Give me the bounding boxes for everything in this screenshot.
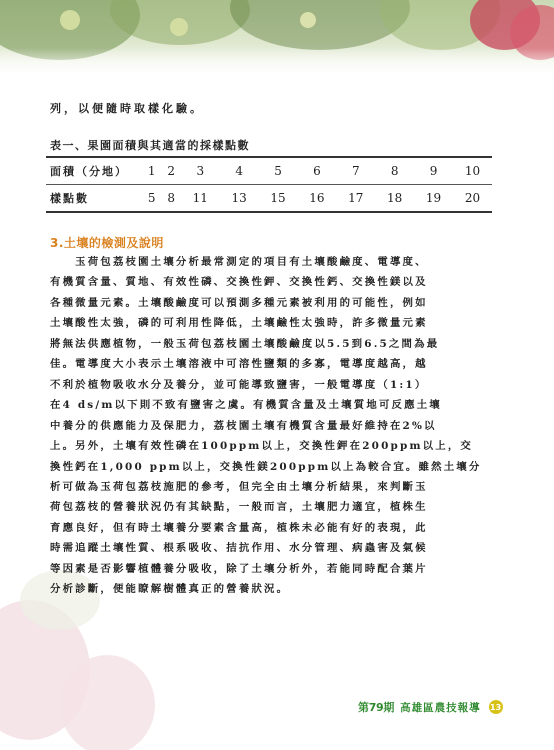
paragraph-line: 不利於植物吸收水分及養分，並可能導致鹽害，一般電導度（1:1） bbox=[50, 378, 428, 391]
paragraph-line: 荷包荔枝的營養狀況仍有其缺點，一般而言，土壤肥力適宜，植株生 bbox=[50, 501, 428, 514]
header-photo-banner bbox=[0, 0, 554, 78]
publication-name: 高雄區農技報導 bbox=[400, 701, 481, 714]
table-cell: 15 bbox=[259, 185, 298, 213]
table-cell: 8 bbox=[375, 157, 414, 185]
body-paragraph bbox=[50, 252, 504, 600]
table-cell: 6 bbox=[298, 157, 337, 185]
table-row-points bbox=[46, 185, 492, 213]
paragraph-line: 換性鈣在1,000 ppm以上，交換性鎂200ppm以上為較合宜。雖然土壤分 bbox=[50, 460, 482, 473]
table-cell: 8 bbox=[161, 185, 180, 213]
table-title: 表一、果園面積與其適當的採樣點數 bbox=[50, 139, 250, 152]
page-number-badge: 13 bbox=[489, 700, 503, 714]
table-cell: 17 bbox=[336, 185, 375, 213]
table-cell: 16 bbox=[298, 185, 337, 213]
page-footer bbox=[358, 698, 528, 716]
table-cell: 5 bbox=[142, 185, 161, 213]
table-cell: 18 bbox=[375, 185, 414, 213]
table-cell: 20 bbox=[453, 185, 492, 213]
table-cell: 19 bbox=[414, 185, 453, 213]
paragraph-line: 分析診斷，便能瞭解樹體真正的營養狀況。 bbox=[50, 583, 290, 596]
paragraph-line: 土壤酸性太強，磷的可利用性降低，土壤鹼性太強時，許多微量元素 bbox=[50, 317, 428, 330]
paragraph-line: 玉荷包荔枝園土壤分析最常測定的項目有土壤酸鹼度、電導度、 bbox=[50, 256, 428, 268]
table-row-area bbox=[46, 157, 492, 185]
table-cell: 13 bbox=[220, 185, 259, 213]
paragraph-line: 將無法供應植物，一般玉荷包荔枝園土壤酸鹼度以5.5到6.5之間為最 bbox=[50, 337, 440, 350]
row-header-points: 樣點數 bbox=[46, 185, 142, 213]
table-cell: 5 bbox=[259, 157, 298, 185]
table-cell: 9 bbox=[414, 157, 453, 185]
table-cell: 4 bbox=[220, 157, 259, 185]
paragraph-line: 在4 ds/m以下則不致有鹽害之虞。有機質含量及土壤質地可反應土壤 bbox=[50, 399, 442, 412]
section-heading: 3.土壤的檢測及說明 bbox=[50, 236, 164, 250]
sampling-points-table bbox=[46, 156, 492, 213]
table-cell: 1 bbox=[142, 157, 161, 185]
table-cell: 11 bbox=[181, 185, 220, 213]
table-cell: 3 bbox=[181, 157, 220, 185]
paragraph-line: 有機質含量、質地、有效性磷、交換性鉀、交換性鈣、交換性鎂以及 bbox=[50, 276, 428, 289]
table-cell: 7 bbox=[336, 157, 375, 185]
paragraph-line: 育應良好，但有時土壤養分要素含量高，植株未必能有好的表現，此 bbox=[50, 521, 428, 534]
paragraph-line: 佳。電導度大小表示土壤溶液中可溶性鹽類的多寡，電導度越高，越 bbox=[50, 358, 428, 371]
paragraph-line: 上。另外，土壤有效性磷在100ppm以上，交換性鉀在200ppm以上，交 bbox=[50, 440, 474, 453]
paragraph-line: 等因素是否影響植體養分吸收，除了土壤分析外，若能同時配合葉片 bbox=[50, 562, 428, 575]
paragraph-line: 時需追蹤土壤性質、根系吸收、拮抗作用、水分管理、病蟲害及氣候 bbox=[50, 542, 428, 555]
paragraph-line: 中養分的供應能力及保肥力，荔枝園土壤有機質含量最好維持在2%以 bbox=[50, 419, 437, 432]
issue-number: 第79期 bbox=[358, 701, 395, 714]
table-cell: 2 bbox=[161, 157, 180, 185]
paragraph-line: 各種微量元素。土壤酸鹼度可以預測多種元素被利用的可能性，例如 bbox=[50, 296, 428, 309]
paragraph-line: 析可做為玉荷包荔枝施肥的參考，但完全由土壤分析結果，來判斷玉 bbox=[50, 480, 428, 493]
continued-text-line: 列，以便隨時取樣化驗。 bbox=[50, 102, 204, 115]
row-header-area: 面積（分地） bbox=[46, 157, 142, 185]
table-cell: 10 bbox=[453, 157, 492, 185]
